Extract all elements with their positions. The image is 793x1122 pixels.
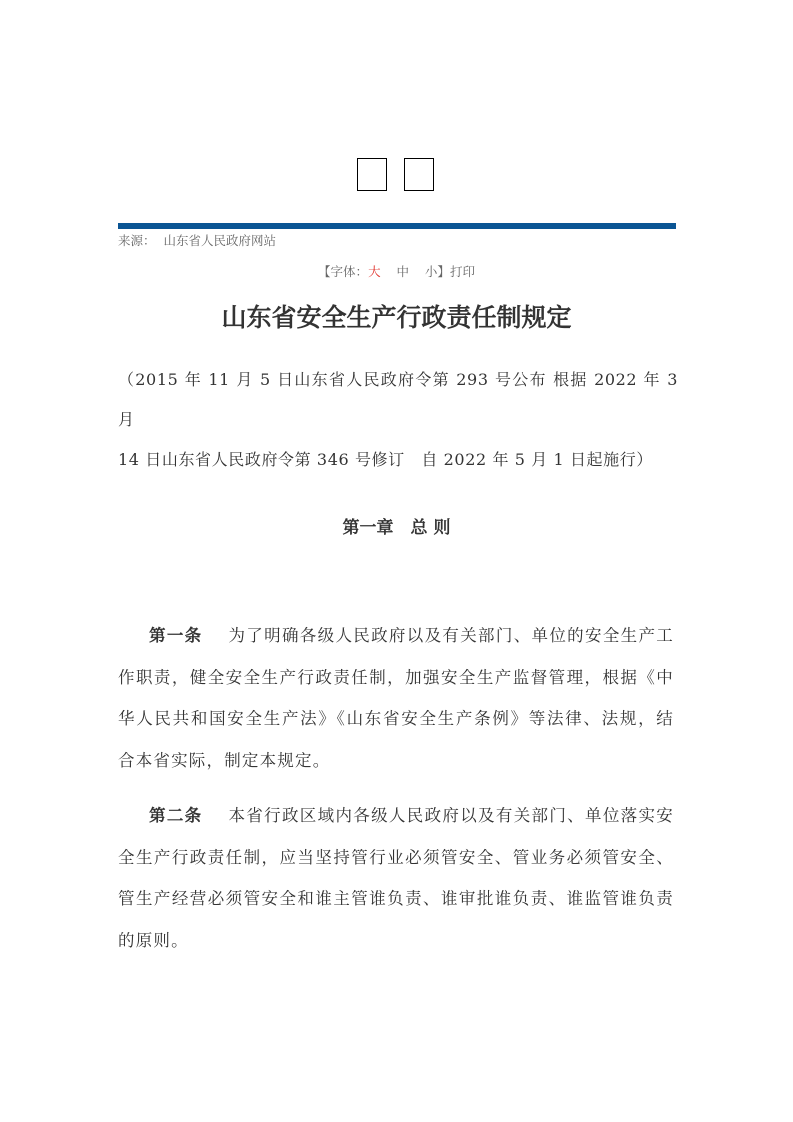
source-value: 山东省人民政府网站 <box>163 233 276 248</box>
font-label: 【字体： <box>318 264 369 279</box>
chapter-heading: 第一章 总 则 <box>342 518 451 538</box>
header-divider <box>118 223 676 229</box>
print-link[interactable]: 打印 <box>449 264 475 279</box>
source-line <box>118 231 276 249</box>
source-label: 来源： <box>118 233 156 248</box>
subtitle-line: 14 日山东省人民政府令第 346 号修订 自 2022 年 5 月 1 日起施行） <box>118 450 653 469</box>
font-medium-link[interactable]: 中 <box>396 264 409 279</box>
subtitle-line: （2015 年 11 月 5 日山东省人民政府令第 293 号公布 根据 2022 年 3 月 <box>118 370 678 429</box>
document-subtitle <box>118 360 678 480</box>
article-text: 本省行政区域内各级人民政府以及有关部门、单位落实安全生产行政责任制，应当坚持管行业必须管安全、管业务必须管安全、管生产经营必须管安全和谁主管谁负责、谁审批谁负责、谁监管谁负责的原则。 <box>118 806 674 950</box>
font-size-controls <box>0 262 793 280</box>
missing-glyph-box <box>404 158 434 191</box>
font-large-link[interactable]: 大 <box>368 264 381 279</box>
article-2 <box>118 795 674 961</box>
document-title: 山东省安全生产行政责任制规定 <box>221 303 572 332</box>
article-text: 为了明确各级人民政府以及有关部门、单位的安全生产工作职责，健全安全生产行政责任制，加强安全生产监督管理，根据《中华人民共和国安全生产法》《山东省安全生产条例》等法律、法规，结合本省实际，制定本规定。 <box>118 626 674 770</box>
article-heading: 第二条 <box>149 806 203 825</box>
article-heading: 第一条 <box>149 626 203 645</box>
font-small-link[interactable]: 小 <box>424 264 438 279</box>
article-1 <box>118 615 674 781</box>
missing-glyph-box <box>357 158 387 191</box>
bracket: 】 <box>437 264 450 279</box>
